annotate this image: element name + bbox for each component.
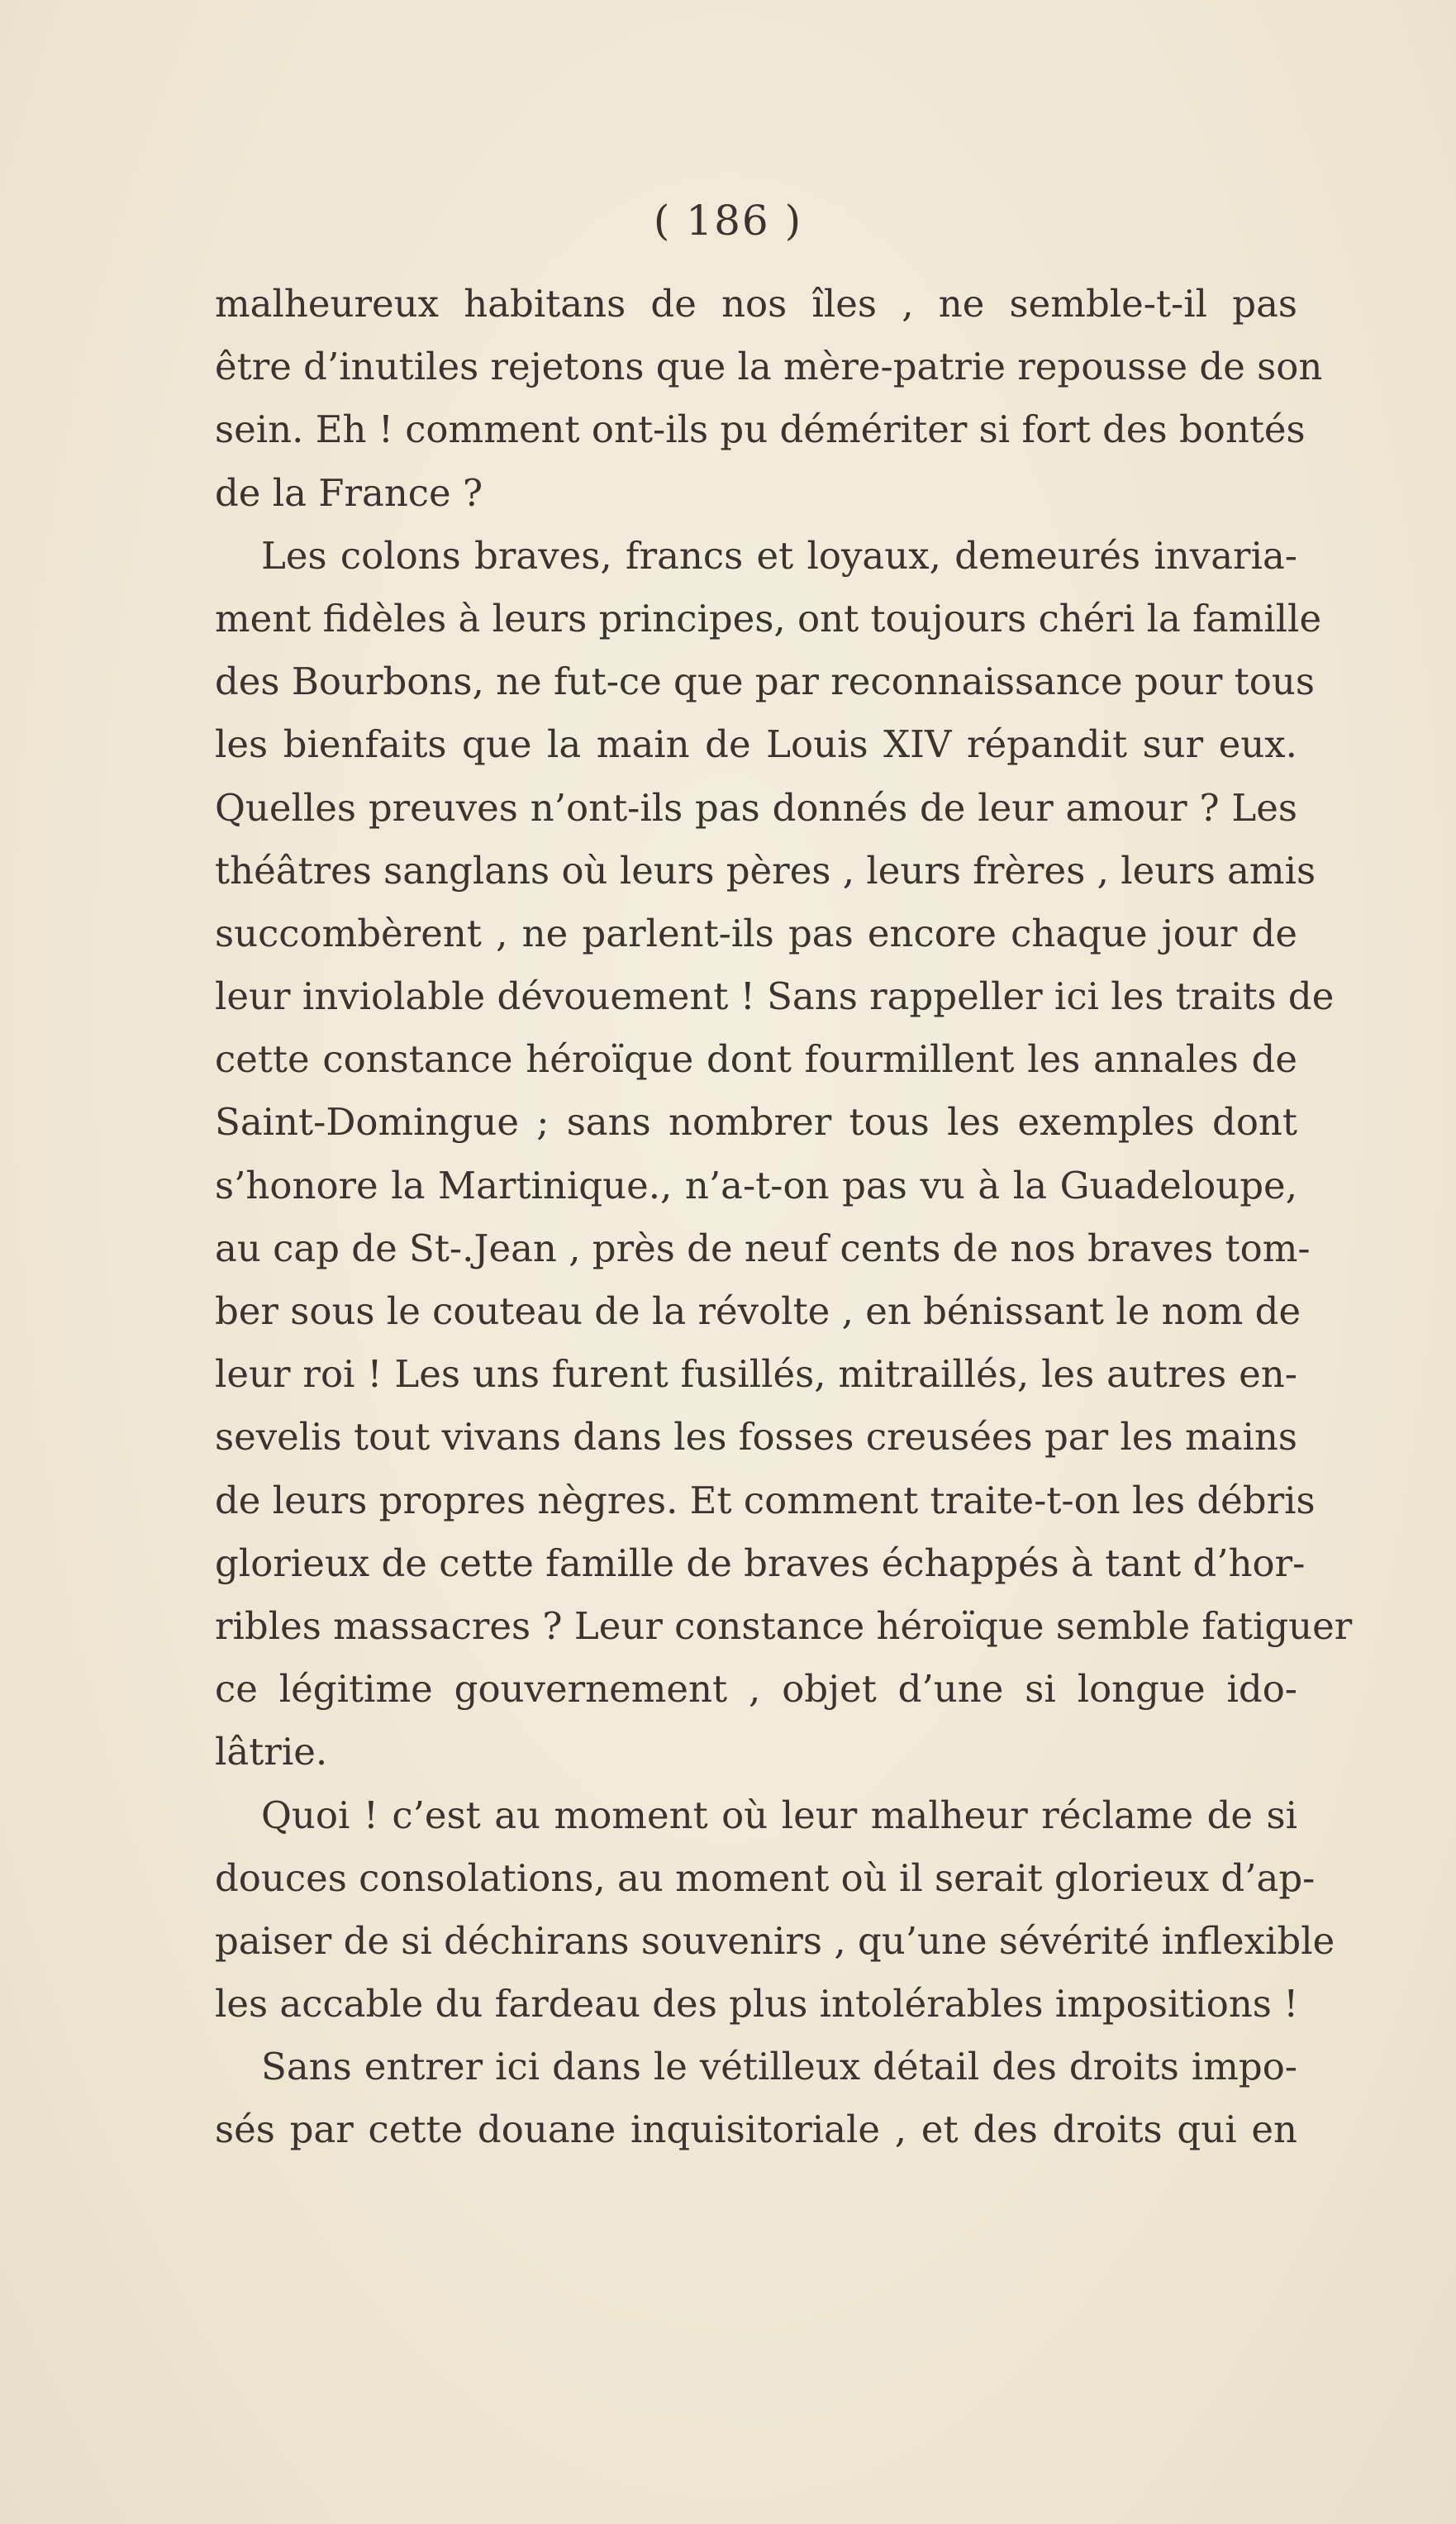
text-line: au cap de St-.Jean , près de neuf cents de nos braves tom- [215, 1226, 1311, 1270]
text-line: les bienfaits que la main de Louis XIV répandit sur eux. [215, 722, 1297, 767]
text-line: ce légitime gouvernement , objet d’une si longue ido- [215, 1667, 1297, 1712]
text-line: douces consolations, au moment où il serait glorieux d’ap- [215, 1855, 1316, 1900]
text-line: leur roi ! Les uns furent fusillés, mitraillés, les autres en- [215, 1352, 1297, 1397]
text-line: lâtrie. [215, 1730, 328, 1774]
text-line: sés par cette douane inquisitoriale , et des droits qui en [215, 2107, 1297, 2152]
page-number: ( 186 ) [653, 197, 803, 245]
text-line: Les colons braves, francs et loyaux, demeurés invaria- [261, 533, 1297, 578]
text-line: ribles massacres ? Leur constance héroïque semble fatiguer [215, 1603, 1353, 1648]
body-text [215, 273, 1353, 2162]
text-line: être d’inutiles rejetons que la mère-patrie repousse de son [215, 345, 1323, 389]
text-line: glorieux de cette famille de braves échappés à tant d’hor- [215, 1541, 1306, 1585]
text-line: ment fidèles à leurs principes, ont toujours chéri la famille [215, 596, 1322, 641]
text-line: malheureux habitans de nos îles , ne semble-t-il pas [215, 282, 1297, 326]
text-line: sein. Eh ! comment ont-ils pu démériter si fort des bontés [215, 407, 1306, 452]
text-line: ber sous le couteau de la révolte , en bénissant le nom de [215, 1289, 1301, 1333]
text-line: de la France ? [215, 470, 483, 515]
text-line: sevelis tout vivans dans les fosses creusées par les mains [215, 1415, 1297, 1460]
text-line: leur inviolable dévouement ! Sans rappeller ici les traits de [215, 974, 1335, 1019]
text-line: succombèrent , ne parlent-ils pas encore chaque jour de [215, 911, 1297, 955]
text-line: s’honore la Martinique., n’a-t-on pas vu à la Guadeloupe, [215, 1163, 1297, 1207]
text-line: Saint-Domingue ; sans nombrer tous les exemples dont [215, 1100, 1297, 1145]
text-line: Sans entrer ici dans le vétilleux détail des droits impo- [261, 2045, 1297, 2089]
text-line: paiser de si déchirans souvenirs , qu’une sévérité inflexible [215, 1918, 1335, 1963]
text-line: des Bourbons, ne fut-ce que par reconnaissance pour tous [215, 660, 1315, 704]
text-line: Quelles preuves n’ont-ils pas donnés de leur amour ? Les [215, 785, 1297, 830]
text-line: de leurs propres nègres. Et comment traite-t-on les débris [215, 1478, 1316, 1522]
text-line: les accable du fardeau des plus intolérables impositions ! [215, 1982, 1299, 2026]
text-line: cette constance héroïque dont fourmillent les annales de [215, 1037, 1297, 1082]
text-line: Quoi ! c’est au moment où leur malheur réclame de si [261, 1793, 1297, 1837]
text-line: théâtres sanglans où leurs pères , leurs frères , leurs amis [215, 848, 1316, 893]
